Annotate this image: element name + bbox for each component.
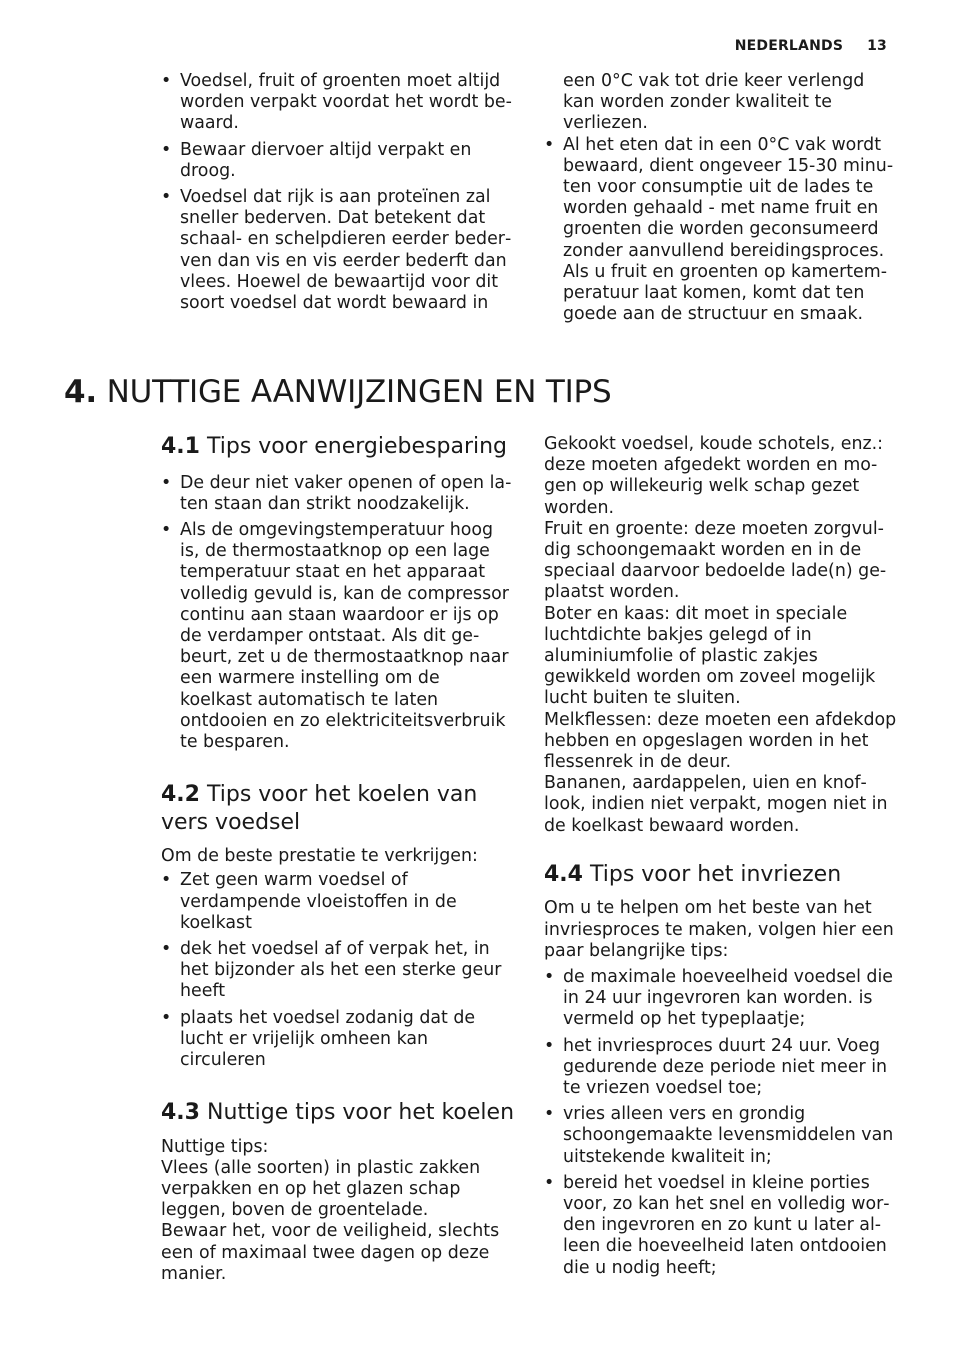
list-item: • het invriesproces duurt 24 uur. Voeg gedurende deze periode niet meer in te vriezen voedsel toe; [544, 1036, 899, 1100]
storage-tips-list-continued [544, 135, 899, 326]
page-number: 13 [867, 38, 887, 54]
list-item: • dek het voedsel af of verpak het, in het bijzonder als het een sterke geur heeft [161, 939, 516, 1003]
chapter-number: 4. [64, 374, 97, 410]
paragraph-line: Bananen, aardappelen, uien en knoflook, indien niet verpakt, mogen niet in de koelkast bewaard worden. [544, 773, 888, 836]
section-number: 4.3 [161, 1100, 200, 1126]
section-number: 4.1 [161, 434, 200, 459]
section-heading-4-4 [544, 861, 899, 889]
section-heading-4-3 [161, 1099, 516, 1127]
list-item: • De deur niet vaker openen of open laten staan dan strikt noodzakelijk. [161, 473, 516, 515]
list-item: • bereid het voedsel in kleine porties voor, zo kan het snel en volledig worden ingevroren en zo kunt u later alleen die hoeveelheid laten ontdooien die u nodig heeft; [544, 1173, 899, 1279]
section-heading-4-2 [161, 781, 516, 836]
right-column [544, 434, 899, 1284]
section-intro: Om u te helpen om het beste van het invriesproces te maken, volgen hier een paar belangrijke tips: [544, 898, 894, 961]
list-item: • vries alleen vers en grondig schoongemaakte levensmiddelen van uitstekende kwaliteit in; [544, 1104, 899, 1168]
freezing-tips-list [544, 967, 899, 1279]
paragraph-line: Vlees (alle soorten) in plastic zakken verpakken en op het glazen schap leggen, boven de groentelade. [161, 1157, 481, 1221]
header-section-label: NEDERLANDS [734, 38, 844, 54]
paragraph-line: Nuttige tips: [161, 1136, 269, 1157]
section-title: Tips voor energiebesparing [206, 434, 508, 459]
continued-paragraph: een 0°C vak tot drie keer verlengd kan worden zonder kwaliteit te verliezen. [563, 71, 865, 134]
list-item: • Bewaar diervoer altijd verpakt en droog. [161, 140, 516, 182]
paragraph-line: Melkflessen: deze moeten een afdekdop hebben en opgeslagen worden in het flessenrek in de deur. [544, 709, 897, 773]
section-number: 4.4 [544, 861, 583, 887]
section-title: Tips voor het koelen van vers voedsel [161, 782, 478, 835]
paragraph-line: Boter en kaas: dit moet in speciale luchtdichte bakjes gelegd of in aluminiumfolie of plastic zakjes gewikkeld worden om zoveel mogelijk lucht buiten te sluiten. [544, 603, 876, 709]
left-column [161, 433, 516, 1285]
section-title: Nuttige tips voor het koelen [206, 1100, 515, 1126]
paragraph-line: Bewaar het, voor de veiligheid, slechts een of maximaal twee dagen op deze manier. [161, 1221, 500, 1284]
paragraph-line: Gekookt voedsel, koude schotels, enz.: deze moeten afgedekt worden en mogen op willekeurig welk schap gezet worden. [544, 434, 884, 518]
section-number: 4.2 [161, 782, 200, 808]
running-header [735, 38, 887, 54]
list-item: • Als de omgevingstemperatuur hoog is, de thermostaatknop op een lage temperatuur staat en het apparaat volledig gevuld is, kan de compressor continu aan staan waardoor er ijs op de verdamper ontstaat. Als dit gebeurt, zet u de thermostaatknop naar een warmere instelling om de koelkast automatisch te laten ontdooien en zo elektriciteitsverbruik te besparen. [161, 520, 516, 753]
energy-saving-list [161, 473, 516, 754]
list-item: • Voedsel dat rijk is aan proteïnen zal sneller bederven. Dat betekent dat schaal- en schelpdieren eerder bederven dan vis en vis eerder bederft dan vlees. Hoewel de bewaartijd voor dit soort voedsel dat wordt bewaard in [161, 187, 516, 314]
storage-tips-list [161, 71, 516, 314]
list-item: • Zet geen warm voedsel of verdampende vloeistoffen in de koelkast [161, 870, 516, 934]
section-intro: Om de beste prestatie te verkrijgen: [161, 846, 478, 867]
list-item: • Al het eten dat in een 0°C vak wordt bewaard, dient ongeveer 15-30 minuten voor consumptie uit de lades te worden gehaald - met name fruit en groenten die worden geconsumeerd zonder aanvullend bereidingsproces. Als u fruit en groenten op kamertemperatuur laat komen, komt dat ten goede aan de structuur en smaak. [544, 135, 899, 326]
fresh-food-list [161, 870, 516, 1071]
chapter-title [64, 374, 612, 410]
list-item: • de maximale hoeveelheid voedsel die in 24 uur ingevroren kan worden. is vermeld op het typeplaatje; [544, 967, 899, 1031]
chapter-title-text: NUTTIGE AANWIJZINGEN EN TIPS [106, 374, 612, 410]
top-left-column [161, 71, 516, 319]
section-heading-4-1 [161, 433, 516, 461]
list-item: • Voedsel, fruit of groenten moet altijd worden verpakt voordat het wordt bewaard. [161, 71, 516, 135]
top-right-column [544, 71, 899, 330]
list-item: • plaats het voedsel zodanig dat de lucht er vrijelijk omheen kan circuleren [161, 1008, 516, 1072]
paragraph-line: Fruit en groente: deze moeten zorgvuldig schoongemaakt worden en in de speciaal daarvoor bedoelde lade(n) geplaatst worden. [544, 518, 887, 603]
section-title: Tips voor het invriezen [589, 861, 842, 887]
